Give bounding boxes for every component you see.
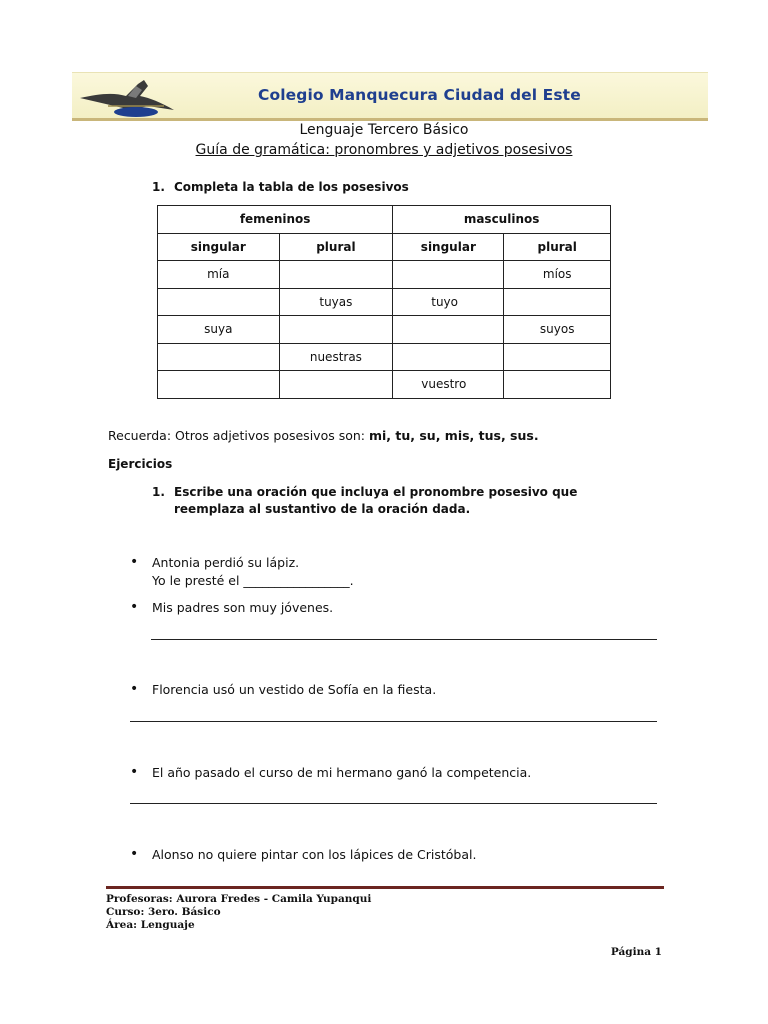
table-cell[interactable] — [158, 343, 280, 371]
exercise-sentence: Florencia usó un vestido de Sofía en la fiesta. — [152, 682, 437, 697]
answer-line[interactable] — [130, 721, 657, 722]
bullet-icon: • — [130, 599, 139, 615]
reminder-words: mi, tu, su, mis, tus, sus. — [368, 428, 539, 443]
page-subtitle: Guía de gramática: pronombres y adjetivos posesivos — [195, 142, 573, 158]
footer-teachers: Profesoras: Aurora Fredes - Camila Yupanqui — [106, 893, 372, 905]
table-group-header: masculinos — [393, 206, 611, 234]
section1-number: 1. — [152, 180, 165, 194]
bullet-icon: • — [130, 681, 139, 697]
exercises-heading: Ejercicios — [108, 457, 173, 471]
bullet-icon: • — [130, 846, 139, 862]
answer-line[interactable] — [151, 639, 657, 640]
table-cell[interactable] — [393, 316, 504, 344]
exercise-sentence: El año pasado el curso de mi hermano ganó la competencia. — [152, 765, 532, 780]
table-cell[interactable] — [279, 316, 393, 344]
school-logo-icon — [78, 76, 188, 120]
table-row — [158, 261, 611, 289]
table-cell[interactable]: míos — [504, 261, 611, 289]
table-cell[interactable]: vuestro — [393, 371, 504, 399]
table-subheader-row — [158, 233, 611, 261]
table-cell[interactable]: suyos — [504, 316, 611, 344]
page-title: Lenguaje Tercero Básico — [299, 122, 469, 138]
table-subheader: singular — [158, 233, 280, 261]
exercise-sentence: Antonia perdió su lápiz. — [152, 555, 300, 570]
table-cell[interactable] — [279, 371, 393, 399]
table-cell[interactable]: tuyo — [393, 288, 504, 316]
bullet-icon: • — [130, 764, 139, 780]
list-item — [130, 846, 477, 862]
exercise-sentence: Alonso no quiere pintar con los lápices de Cristóbal. — [152, 847, 477, 862]
table-cell[interactable] — [393, 261, 504, 289]
table-cell[interactable] — [504, 343, 611, 371]
school-name: Colegio Manquecura Ciudad del Este — [258, 86, 581, 104]
reminder-text — [108, 428, 539, 443]
section1-heading: Completa la tabla de los posesivos — [174, 180, 409, 194]
list-item — [130, 554, 300, 570]
exercise-instruction — [152, 484, 652, 518]
answer-line[interactable] — [130, 803, 657, 804]
table-group-header: femeninos — [158, 206, 393, 234]
exercise-sentence: Mis padres son muy jóvenes. — [152, 600, 334, 615]
table-row — [158, 343, 611, 371]
list-item — [130, 681, 437, 697]
footer-area: Área: Lenguaje — [106, 919, 195, 931]
table-subheader: plural — [279, 233, 393, 261]
table-cell[interactable]: suya — [158, 316, 280, 344]
footer-course: Curso: 3ero. Básico — [106, 906, 221, 918]
page-number: Página 1 — [610, 946, 662, 958]
reminder-prefix: Recuerda: Otros adjetivos posesivos son: — [108, 428, 369, 443]
table-cell[interactable]: nuestras — [279, 343, 393, 371]
table-cell[interactable] — [504, 371, 611, 399]
table-cell[interactable] — [279, 261, 393, 289]
table-row — [158, 316, 611, 344]
list-item — [130, 764, 532, 780]
table-cell[interactable] — [393, 343, 504, 371]
table-row — [158, 371, 611, 399]
table-subheader: plural — [504, 233, 611, 261]
table-cell[interactable]: tuyas — [279, 288, 393, 316]
bullet-icon: • — [130, 554, 139, 570]
exercise-number: 1. — [152, 485, 165, 499]
footer-divider — [106, 886, 664, 889]
possessives-table — [157, 205, 611, 399]
table-cell[interactable] — [504, 288, 611, 316]
list-item — [130, 599, 334, 615]
table-cell[interactable] — [158, 288, 280, 316]
exercise-instruction-text: Escribe una oración que incluya el pronombre posesivo que reemplaza al sustantivo de la oración dada. — [174, 485, 578, 516]
table-row — [158, 288, 611, 316]
table-cell[interactable]: mía — [158, 261, 280, 289]
table-cell[interactable] — [158, 371, 280, 399]
example-answer: Yo le presté el _________________. — [152, 573, 354, 588]
table-group-row — [158, 206, 611, 234]
table-subheader: singular — [393, 233, 504, 261]
